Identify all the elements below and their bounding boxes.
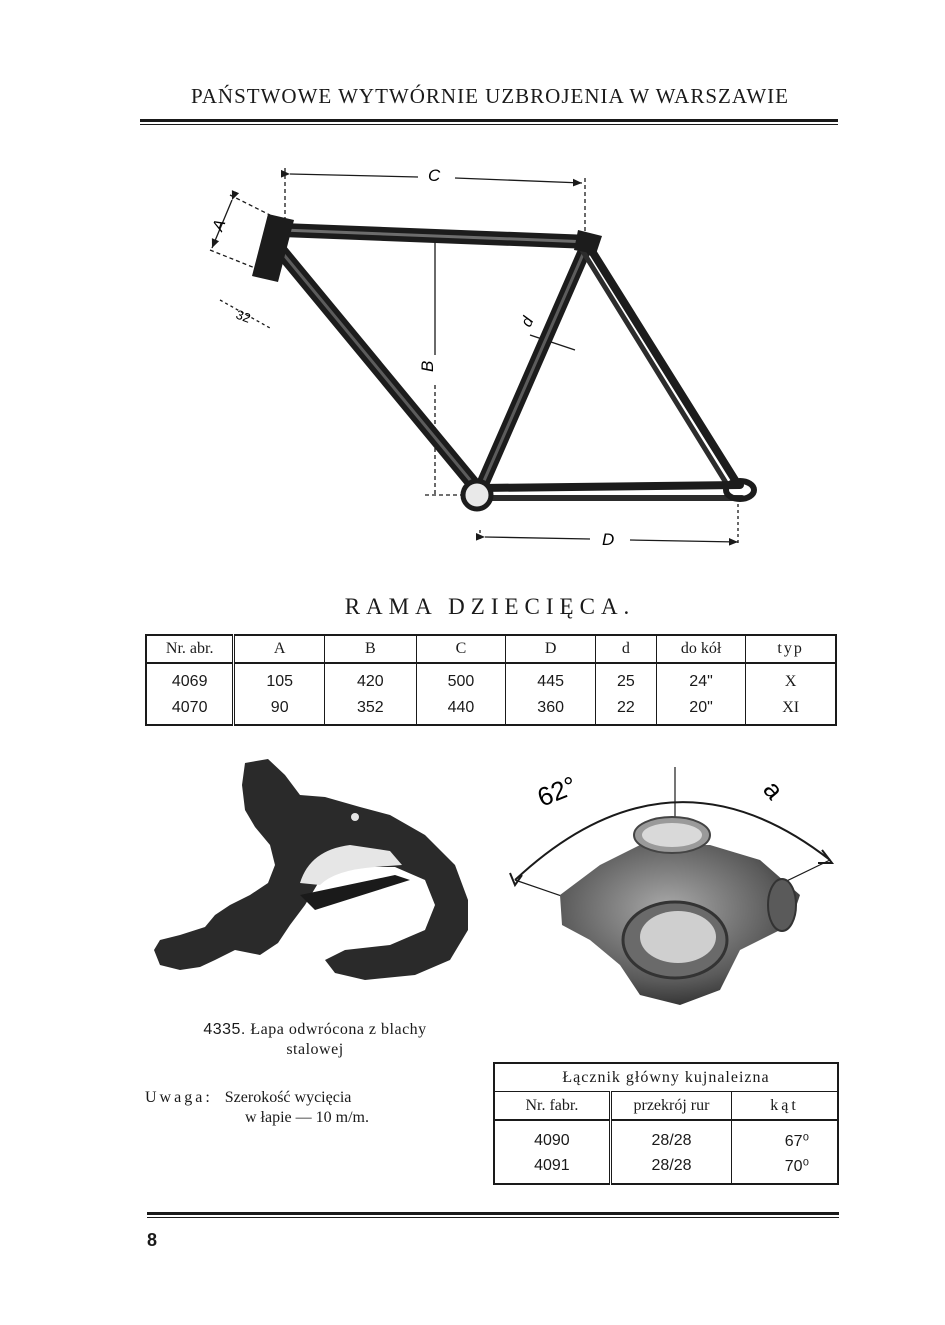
label-d-upper: D — [602, 530, 615, 549]
table-cell: 445 — [506, 663, 596, 695]
note-text-line2: w łapie — 10 m/m. — [245, 1109, 369, 1126]
connector-table — [493, 1062, 839, 1185]
table-cell: 500 — [416, 663, 506, 695]
bottom-bracket — [463, 481, 491, 509]
footer-rule-thick — [147, 1212, 839, 1215]
table-cell: 420 — [325, 663, 417, 695]
bracket-caption — [160, 1020, 470, 1060]
table-cell: 440 — [416, 695, 506, 725]
column-header: Nr. abr. — [146, 635, 234, 663]
header-rule-thick — [140, 119, 838, 122]
bracket-caption-number: 4335. — [203, 1021, 246, 1038]
label-d-lower: d — [518, 314, 538, 330]
table-header-row — [494, 1092, 838, 1121]
bracket-caption-line1 — [160, 1020, 470, 1040]
note-text-line1: Szerokość wycięcia — [224, 1089, 352, 1106]
rear-dropout — [726, 481, 754, 499]
bracket-image — [150, 755, 480, 990]
table-cell: 24" — [656, 663, 746, 695]
table-cell: 105 — [234, 663, 325, 695]
head-tube — [252, 214, 294, 282]
frame-tubes — [280, 230, 742, 498]
table-cell: X — [746, 663, 836, 695]
header-rule-thin — [140, 124, 838, 125]
column-header: do kół — [656, 635, 746, 663]
column-header: kąt — [732, 1092, 838, 1121]
label-tube-dim: 32 — [233, 306, 253, 326]
table-cell: 25 — [596, 663, 657, 695]
column-header: D — [506, 635, 596, 663]
table-cell: 70⁰ — [732, 1153, 838, 1184]
page-header-title: PAŃSTWOWE WYTWÓRNIE UZBROJENIA W WARSZAWIE — [191, 84, 789, 108]
arc-label: a — [757, 774, 790, 805]
angle-label: 62° — [533, 770, 581, 813]
label-b: B — [418, 360, 437, 372]
bracket-note-line1 — [145, 1088, 475, 1108]
bracket-caption-text: Łapa odwrócona z blachy — [250, 1021, 427, 1038]
table-cell: 20" — [656, 695, 746, 725]
connector-table-title: Łącznik główny kujnaleizna — [494, 1063, 838, 1092]
footer-rule-thin — [147, 1217, 839, 1218]
column-header: typ — [746, 635, 836, 663]
connector-table-title-row — [494, 1063, 838, 1092]
table-cell: 4091 — [494, 1153, 610, 1184]
page-number: 8 — [147, 1230, 158, 1250]
column-header: C — [416, 635, 506, 663]
connector-diagram — [500, 755, 845, 1025]
table-cell: 4090 — [494, 1120, 610, 1153]
table-cell: 4069 — [146, 663, 234, 695]
bracket-note — [145, 1088, 475, 1128]
table-row — [146, 695, 836, 725]
seat-lug — [574, 230, 602, 254]
table-cell: 28/28 — [610, 1153, 731, 1184]
table-cell: 90 — [234, 695, 325, 725]
table-row — [494, 1120, 838, 1153]
table-cell: XI — [746, 695, 836, 725]
table-cell: 360 — [506, 695, 596, 725]
column-header: przekrój rur — [610, 1092, 731, 1121]
table-row — [146, 663, 836, 695]
column-header: Nr. fabr. — [494, 1092, 610, 1121]
table-cell: 28/28 — [610, 1120, 731, 1153]
label-c: C — [428, 166, 441, 185]
bracket-caption-line2: stalowej — [286, 1041, 344, 1058]
table-header-row — [146, 635, 836, 663]
table-cell: 4070 — [146, 695, 234, 725]
bicycle-frame-diagram — [190, 150, 770, 560]
column-header: A — [234, 635, 325, 663]
table-cell: 22 — [596, 695, 657, 725]
column-header: B — [325, 635, 417, 663]
frame-section-title: RAMA DZIECIĘCA. — [344, 594, 636, 619]
frame-dimensions-table — [145, 634, 837, 726]
table-row — [494, 1153, 838, 1184]
note-label: Uwaga: — [145, 1089, 213, 1106]
label-a: A — [209, 217, 230, 234]
column-header: d — [596, 635, 657, 663]
table-cell: 352 — [325, 695, 417, 725]
table-cell: 67⁰ — [732, 1120, 838, 1153]
